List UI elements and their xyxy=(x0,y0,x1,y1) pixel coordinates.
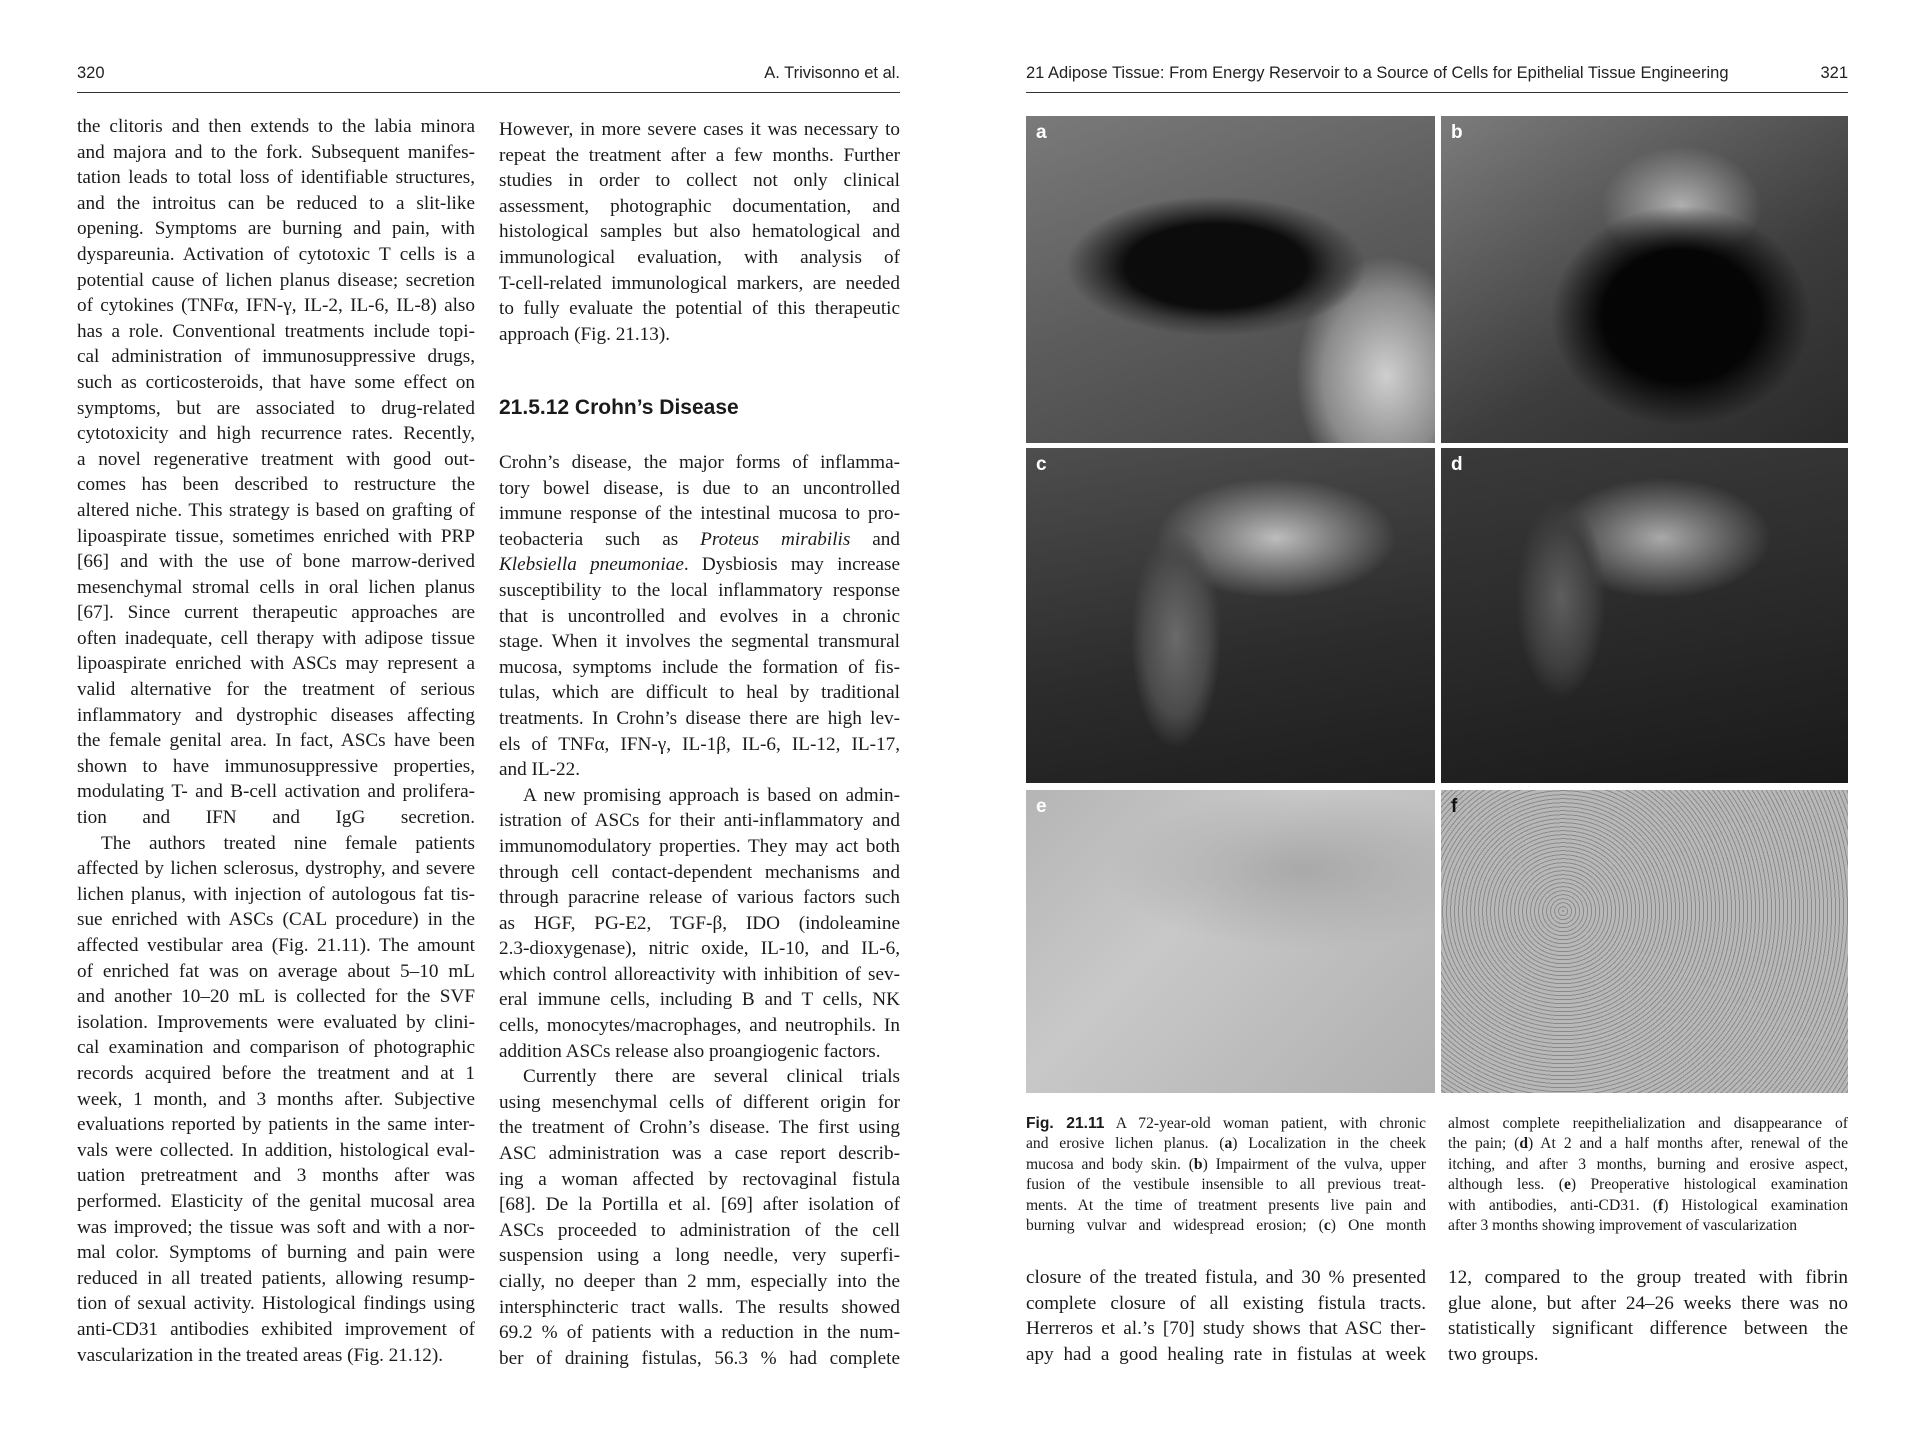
text-line: the female genital area. In fact, ASCs have been xyxy=(77,730,475,752)
text-line xyxy=(1026,1155,1426,1175)
text-line: dyspareunia. Activation of cytotoxic T cells is a xyxy=(77,243,475,265)
text-line: vascularization in the treated areas (Fig. 21.12). xyxy=(77,1344,444,1366)
text-segment: a xyxy=(1224,1135,1233,1153)
text-line xyxy=(1026,1216,1426,1236)
text-segment: c xyxy=(1323,1216,1331,1234)
panel-label: a xyxy=(1036,122,1047,143)
text-line: and IL-22. xyxy=(499,759,580,781)
text-line: Herreros et al.’s [70] study shows that ASC ther- xyxy=(1026,1318,1426,1340)
text-line: ing a woman affected by rectovaginal fistula xyxy=(499,1168,900,1190)
text-line xyxy=(1026,1134,1426,1154)
text-line: affected vestibular area (Fig. 21.11). The amount xyxy=(77,935,475,956)
text-line: complete closure of all existing fistula tracts. xyxy=(1026,1292,1426,1314)
text-line: cially, no deeper than 2 mm, especially into the xyxy=(499,1271,900,1292)
panel-label: f xyxy=(1451,796,1458,817)
text-line: assessment, photographic documentation, and xyxy=(499,195,900,217)
text-line: However, in more severe cases it was necessary to xyxy=(499,119,900,140)
text-line: [66] and with the use of bone marrow-derived xyxy=(77,551,475,573)
text-line: after 3 months showing improvement of vascularization xyxy=(1448,1216,1798,1234)
text-line: and another 10–20 mL is collected for the SVF xyxy=(77,986,475,1008)
text-segment: . Dysbiosis may increase xyxy=(683,554,900,576)
text-line: immune response of the intestinal mucosa to pro- xyxy=(499,503,900,525)
text-line: comes has been described to restructure the xyxy=(77,474,475,496)
figure-caption-col-1 xyxy=(1026,1114,1426,1236)
text-line: eral immune cells, including B and T cells, NK xyxy=(499,989,900,1011)
text-line: histological samples but also hematological and xyxy=(499,221,900,243)
text-line xyxy=(1026,1114,1426,1134)
text-line: was improved; the tissue was soft and with a nor- xyxy=(77,1216,475,1238)
text-segment: ) One month xyxy=(1330,1216,1426,1234)
text-line: through cell contact-dependent mechanisms and xyxy=(499,861,900,883)
text-line: evaluations reported by patients in the same inter- xyxy=(77,1114,475,1136)
text-line: a novel regenerative treatment with good out- xyxy=(77,448,475,470)
text-segment: the pain; ( xyxy=(1448,1135,1520,1153)
text-line: approach (Fig. 21.13). xyxy=(499,323,671,345)
text-line: anti-CD31 antibodies exhibited improvement of xyxy=(77,1318,475,1340)
text-line: reduced in all treated patients, allowing resump- xyxy=(77,1267,475,1289)
text-line: uation pretreatment and 3 months after was xyxy=(77,1165,475,1187)
text-line: of enriched fat was on average about 5–10 mL xyxy=(77,960,475,982)
text-line: which control alloreactivity with inhibition of sev- xyxy=(499,963,900,985)
panel-label: d xyxy=(1451,454,1463,475)
text-line: inflammatory and dystrophic diseases affecting xyxy=(77,704,475,726)
text-line: two groups. xyxy=(1448,1343,1539,1365)
text-line: 2.3-dioxygenase), nitric oxide, IL-10, and IL-6, xyxy=(499,938,900,960)
text-segment: ) At 2 and a half months after, renewal of the xyxy=(1528,1135,1848,1153)
text-segment: ) Preoperative histological examination xyxy=(1570,1176,1848,1194)
text-line: mucosa, symptoms include the formation of fis- xyxy=(499,656,900,678)
running-head-left: A. Trivisonno et al. xyxy=(764,64,900,82)
text-line: lipoaspirate enriched with ASCs may represent a xyxy=(77,653,475,675)
text-segment: with antibodies, anti-CD31. ( xyxy=(1448,1196,1659,1214)
header-rule-left xyxy=(77,92,900,93)
text-line: of cytokines (TNFα, IFN-γ, IL-2, IL-6, IL-8) also xyxy=(77,295,475,317)
text-line xyxy=(499,527,900,553)
text-line: tion of sexual activity. Histological findings using xyxy=(77,1293,475,1315)
text-line: suspension using a long needle, very superfi- xyxy=(499,1245,900,1267)
text-line: to fully evaluate the potential of this therapeutic xyxy=(499,298,900,320)
right-page-column-2 xyxy=(1448,1265,1848,1367)
text-line: [68]. De la Portilla et al. [69] after isolation of xyxy=(499,1194,900,1216)
text-line: as HGF, PG-E2, TGF-β, IDO (indoleamine xyxy=(499,912,900,934)
text-line: has a role. Conventional treatments include topi- xyxy=(77,320,475,342)
text-line: fusion of the vestibule insensible to all previous treat- xyxy=(1026,1176,1426,1194)
text-line: affected by lichen sclerosus, dystrophy, and severe xyxy=(77,858,475,880)
text-line: studies in order to collect not only clinical xyxy=(499,170,900,192)
right-page-column-1 xyxy=(1026,1265,1426,1367)
text-line: apy had a good healing rate in fistulas at week xyxy=(1026,1343,1426,1365)
text-line: The authors treated nine female patients xyxy=(101,832,475,854)
text-segment: mucosa and body skin. ( xyxy=(1026,1155,1194,1173)
text-line: lichen planus, with injection of autologous fat tis- xyxy=(77,883,475,905)
running-head-right: 21 Adipose Tissue: From Energy Reservoir to a Source of Cells for Epithelial Tissue Engineering xyxy=(1026,64,1729,82)
text-line: T-cell-related immunological markers, are needed xyxy=(499,272,900,294)
text-line: symptoms, but are associated to drug-related xyxy=(77,397,475,419)
text-line: tulas, which are difficult to heal by traditional xyxy=(499,682,900,704)
panel-label: b xyxy=(1451,122,1463,143)
text-line: mal color. Symptoms of burning and pain were xyxy=(77,1242,475,1264)
text-line: tory bowel disease, is due to an uncontrolled xyxy=(499,477,900,499)
text-segment: A 72-year-old woman patient, with chronic xyxy=(1104,1115,1426,1132)
text-line: almost complete reepithelialization and disappearance of xyxy=(1448,1115,1848,1132)
text-segment: ) Impairment of the vulva, upper xyxy=(1202,1155,1426,1173)
text-line: 12, compared to the group treated with fibrin xyxy=(1448,1267,1848,1288)
text-line: intersphincteric tract walls. The results showed xyxy=(499,1296,900,1318)
text-segment: although less. ( xyxy=(1448,1176,1564,1194)
text-line xyxy=(1448,1175,1848,1195)
text-line: cal administration of immunosuppressive drugs, xyxy=(77,346,475,368)
text-segment: f xyxy=(1658,1196,1664,1214)
text-line: repeat the treatment after a few months. Further xyxy=(499,144,900,166)
text-line: addition ASCs release also proangiogenic factors. xyxy=(499,1040,881,1062)
text-segment: d xyxy=(1519,1135,1528,1153)
text-line: Crohn’s disease, the major forms of inflamma- xyxy=(499,452,900,473)
text-line: the treatment of Crohn’s disease. The first using xyxy=(499,1117,900,1139)
text-line: that is uncontrolled and evolves in a chronic xyxy=(499,605,900,627)
text-line: [67]. Since current therapeutic approaches are xyxy=(77,602,475,624)
figure-panel-e xyxy=(1026,790,1435,1093)
panel-label: c xyxy=(1036,454,1047,475)
text-line: altered niche. This strategy is based on grafting of xyxy=(77,499,475,521)
text-line: often inadequate, cell therapy with adipose tissue xyxy=(77,627,475,649)
text-line: cells, monocytes/macrophages, and neutrophils. In xyxy=(499,1015,900,1037)
figure-caption-col-2 xyxy=(1448,1114,1848,1236)
text-line: lipoaspirate tissue, sometimes enriched with PRP xyxy=(77,525,475,547)
text-line: ASC administration was a case report describ- xyxy=(499,1143,900,1165)
page-number-left: 320 xyxy=(77,64,105,82)
text-line: closure of the treated fistula, and 30 % presented xyxy=(1026,1267,1426,1288)
text-segment: Fig. 21.11 xyxy=(1026,1115,1105,1132)
text-line: cytotoxicity and high recurrence rates. Recently, xyxy=(77,423,475,445)
text-segment: burning vulvar and widespread erosion; ( xyxy=(1026,1216,1324,1234)
text-line: through paracrine release of various factors such xyxy=(499,887,900,909)
text-line: 69.2 % of patients with a reduction in the num- xyxy=(499,1322,900,1344)
figure-panel-a xyxy=(1026,116,1435,443)
text-line: vals were collected. In addition, histological eval- xyxy=(77,1139,475,1161)
text-segment: Proteus mirabilis xyxy=(700,528,851,550)
text-line: mesenchymal stromal cells in oral lichen planus xyxy=(77,576,475,598)
text-line: istration of ASCs for their anti-inflammatory and xyxy=(499,810,900,832)
text-line: such as corticosteroids, that have some effect on xyxy=(77,371,475,393)
text-line: sue enriched with ASCs (CAL procedure) in the xyxy=(77,909,475,931)
text-line: ments. At the time of treatment presents live pain and xyxy=(1026,1196,1426,1214)
text-line: records acquired before the treatment and at 1 xyxy=(77,1062,475,1084)
text-segment: e xyxy=(1563,1176,1571,1194)
section-heading: 21.5.12 Crohn’s Disease xyxy=(499,396,739,419)
text-line: tation leads to total loss of identifiable structures, xyxy=(77,167,475,189)
text-line: ber of draining fistulas, 56.3 % had complete xyxy=(499,1347,900,1369)
figure-panel-f xyxy=(1441,790,1848,1093)
panel-label: e xyxy=(1036,796,1047,817)
text-line: immunomodulatory properties. They may act both xyxy=(499,835,900,857)
text-line xyxy=(499,552,900,578)
text-line: opening. Symptoms are burning and pain, with xyxy=(77,218,475,240)
text-line: modulating T- and B-cell activation and prolifera- xyxy=(77,781,475,803)
text-line: els of TNFα, IFN-γ, IL-1β, IL-6, IL-12, IL-17, xyxy=(499,733,900,755)
text-line: glue alone, but after 24–26 weeks there was no xyxy=(1448,1292,1848,1314)
left-page-column-2-bottom xyxy=(499,450,900,1371)
text-line: statistically significant difference between the xyxy=(1448,1318,1848,1340)
text-segment: b xyxy=(1193,1155,1203,1173)
left-page-column-2-top xyxy=(499,117,900,347)
text-line: treatments. In Crohn’s disease there are high lev- xyxy=(499,707,900,729)
text-segment: teobacteria such as xyxy=(499,528,701,550)
figure-panel-d xyxy=(1441,448,1848,783)
header-rule-right xyxy=(1026,92,1848,93)
text-line: ASCs proceeded to administration of the cell xyxy=(499,1219,900,1241)
text-line: the clitoris and then extends to the labia minora xyxy=(77,116,475,137)
text-line: valid alternative for the treatment of serious xyxy=(77,679,475,701)
text-line: shown to have immunosuppressive properties, xyxy=(77,755,475,777)
text-segment: ) Histological examination xyxy=(1663,1196,1848,1214)
text-line: Currently there are several clinical trials xyxy=(523,1066,900,1088)
text-line: week, 1 month, and 3 months after. Subjective xyxy=(77,1088,475,1110)
figure-panel-b xyxy=(1441,116,1848,443)
text-line: and majora and to the fork. Subsequent manifes- xyxy=(77,141,475,163)
text-segment: and erosive lichen planus. ( xyxy=(1026,1135,1225,1153)
text-line: itching, and after 3 months, burning and erosive aspect, xyxy=(1448,1155,1848,1173)
text-line xyxy=(1448,1196,1848,1216)
page-number-right: 321 xyxy=(1820,64,1848,82)
text-line: stage. When it involves the segmental transmural xyxy=(499,631,900,653)
text-line: cal examination and comparison of photographic xyxy=(77,1037,475,1059)
text-segment: and xyxy=(850,528,900,550)
text-line: immunological evaluation, with analysis of xyxy=(499,246,900,268)
text-line: and the introitus can be reduced to a slit-like xyxy=(77,192,475,214)
figure-panel-c xyxy=(1026,448,1435,783)
left-page-column-1 xyxy=(77,114,475,1368)
text-segment: ) Localization in the cheek xyxy=(1232,1135,1426,1153)
text-line: using mesenchymal cells of different origin for xyxy=(499,1091,900,1113)
text-line: potential cause of lichen planus disease; secretion xyxy=(77,269,475,291)
text-line xyxy=(1448,1134,1848,1154)
text-line: tion and IFN and IgG secretion. xyxy=(77,807,475,829)
text-line: performed. Elasticity of the genital mucosal area xyxy=(77,1190,475,1212)
text-segment: Klebsiella pneumoniae xyxy=(499,554,684,576)
text-line: A new promising approach is based on admin- xyxy=(523,784,900,806)
text-line: isolation. Improvements were evaluated by clini- xyxy=(77,1011,475,1033)
text-line: susceptibility to the local inflammatory response xyxy=(499,579,900,601)
